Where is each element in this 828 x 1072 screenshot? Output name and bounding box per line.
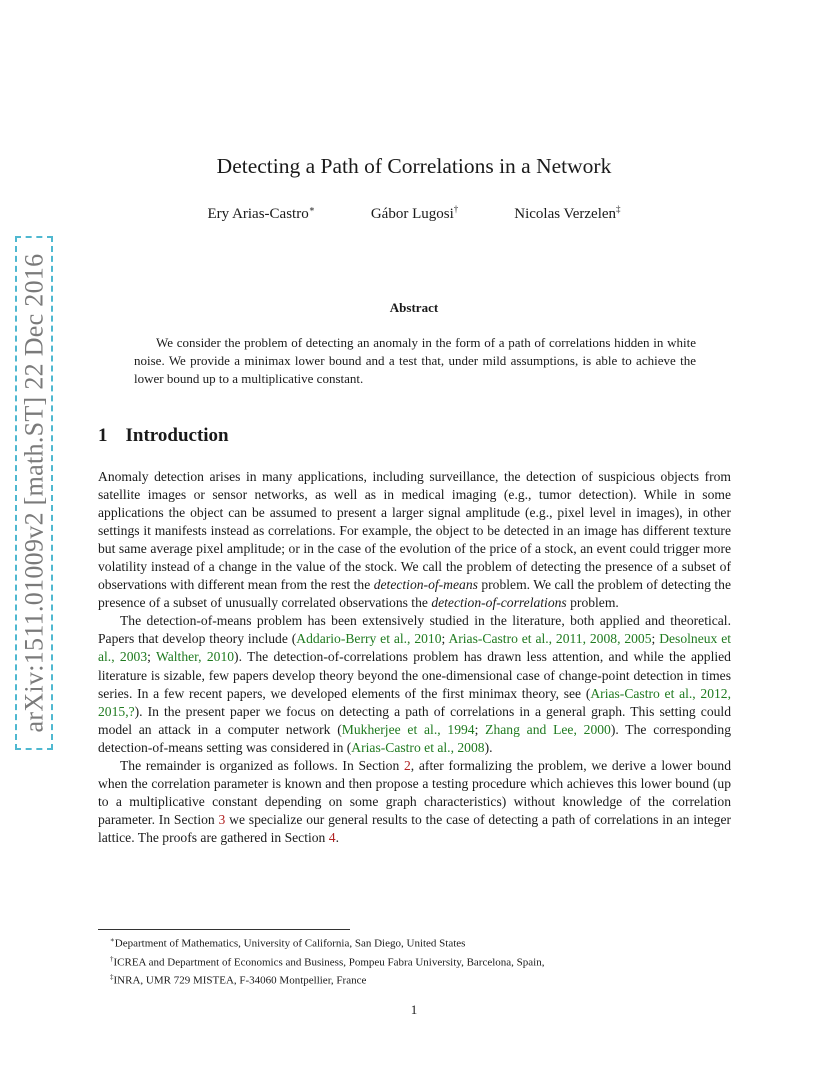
citation-link[interactable]: Addario-Berry et al., 2010 bbox=[296, 631, 442, 647]
citation-link[interactable]: Arias-Castro et al., 2011, 2008, 2005 bbox=[448, 631, 652, 647]
abstract-text: We consider the problem of detecting an anomaly in the form of a path of correlations hidden in white noise. We provide a minimax lower bound and a test that, under mild assumptions, is able to achieve the lower bound up to a multiplicative constant. bbox=[134, 335, 696, 386]
affiliation-mark: † bbox=[453, 204, 459, 214]
footnote-divider bbox=[98, 929, 350, 930]
abstract-heading: Abstract bbox=[389, 300, 439, 315]
section-reference-link[interactable]: 3 bbox=[218, 811, 226, 827]
paragraph: The detection-of-means problem has been extensively studied in the literature, both applied and theoretical. Papers that develop theory include (Addario-Berry et al., 2010; Arias-Castro et al., 2011, 2008, 2005; Desolneux et al., 2003; Walther, 2010). The detection-of-correlations problem has drawn less attention, and while the applied literature is sizable, few papers develop theory beyond the one-dimensional case of change-point detection in times series. In a few recent papers, we developed elements of the first minimax theory, see (Arias-Castro et al., 2012, 2015,?). In the present paper we focus on detecting a path of correlations in a general graph. This setting could model an attack in a computer network (Mukherjee et al., 1994; Zhang and Lee, 2000). The corresponding detection-of-means setting was considered in (Arias-Castro et al., 2008). bbox=[98, 613, 732, 755]
page-number: 1 bbox=[410, 1002, 418, 1017]
footnote: ∗Department of Mathematics, University of California, San Diego, United States bbox=[110, 936, 466, 950]
paper-title: Detecting a Path of Correlations in a Network bbox=[216, 154, 612, 178]
paragraph: Anomaly detection arises in many applications, including surveillance, the detection of suspicious objects from satellite images or sensor networks, as well as in medical imaging (e.g., tumor detection). While in some applications the object can be assumed to present a larger signal amplitude (e.g., pixel level in images), in other settings it manifests instead as correlations. For example, the object to be detected in an image has different texture but same average pixel amplitude; or in the case of the evolution of the price of a stock, an event could trigger more volatility instead of a change in the value of the stock. We call the problem of detecting the presence of a subset of observations with different mean from the rest the detection-of-means problem. We call the problem of detecting the presence of a subset of unusually correlated observations the detection-of-correlations problem. bbox=[98, 469, 731, 611]
footnote: †ICREA and Department of Economics and Business, Pompeu Fabra University, Barcelona, Spain, bbox=[110, 954, 545, 969]
affiliation-mark: ∗ bbox=[308, 204, 315, 214]
footnotes bbox=[98, 933, 731, 989]
citation-link[interactable]: Mukherjee et al., 1994 bbox=[341, 721, 475, 737]
citation-link[interactable]: Arias-Castro et al., 2008 bbox=[351, 739, 485, 755]
paragraph: The remainder is organized as follows. In Section 2, after formalizing the problem, we derive a lower bound when the correlation parameter is known and then propose a testing procedure which achieves this lower bound (up to a multiplicative constant depending on some graph characteristics) without knowledge of the correlation parameter. In Section 3 we specialize our general results to the case of detecting a path of correlations in an integer lattice. The proofs are gathered in Section 4. bbox=[98, 757, 732, 845]
citation-link[interactable]: Walther, 2010 bbox=[155, 649, 235, 665]
author-list bbox=[0, 204, 828, 223]
footnote: ‡INRA, UMR 729 MISTEA, F-34060 Montpellier, France bbox=[110, 973, 367, 987]
citation-link[interactable]: Arias-Castro et al., 2012, 2015,? bbox=[98, 685, 731, 719]
section-number: 1 bbox=[98, 425, 108, 446]
section-reference-link[interactable]: 2 bbox=[403, 757, 411, 773]
body-text bbox=[98, 468, 731, 847]
section-reference-link[interactable]: 4 bbox=[328, 829, 336, 845]
author: Nicolas Verzelen‡ bbox=[514, 204, 621, 222]
section-title: Introduction bbox=[125, 425, 229, 446]
citation-link[interactable]: Desolneux et al., 2003 bbox=[98, 631, 732, 665]
arxiv-identifier: arXiv:1511.01009v2 [math.ST] 22 Dec 2016 bbox=[19, 253, 48, 733]
affiliation-mark: ‡ bbox=[616, 204, 621, 214]
section-heading bbox=[98, 425, 229, 447]
author: Gábor Lugosi† bbox=[370, 204, 459, 222]
author: Ery Arias-Castro∗ bbox=[207, 204, 315, 222]
citation-link[interactable]: Zhang and Lee, 2000 bbox=[485, 721, 611, 737]
